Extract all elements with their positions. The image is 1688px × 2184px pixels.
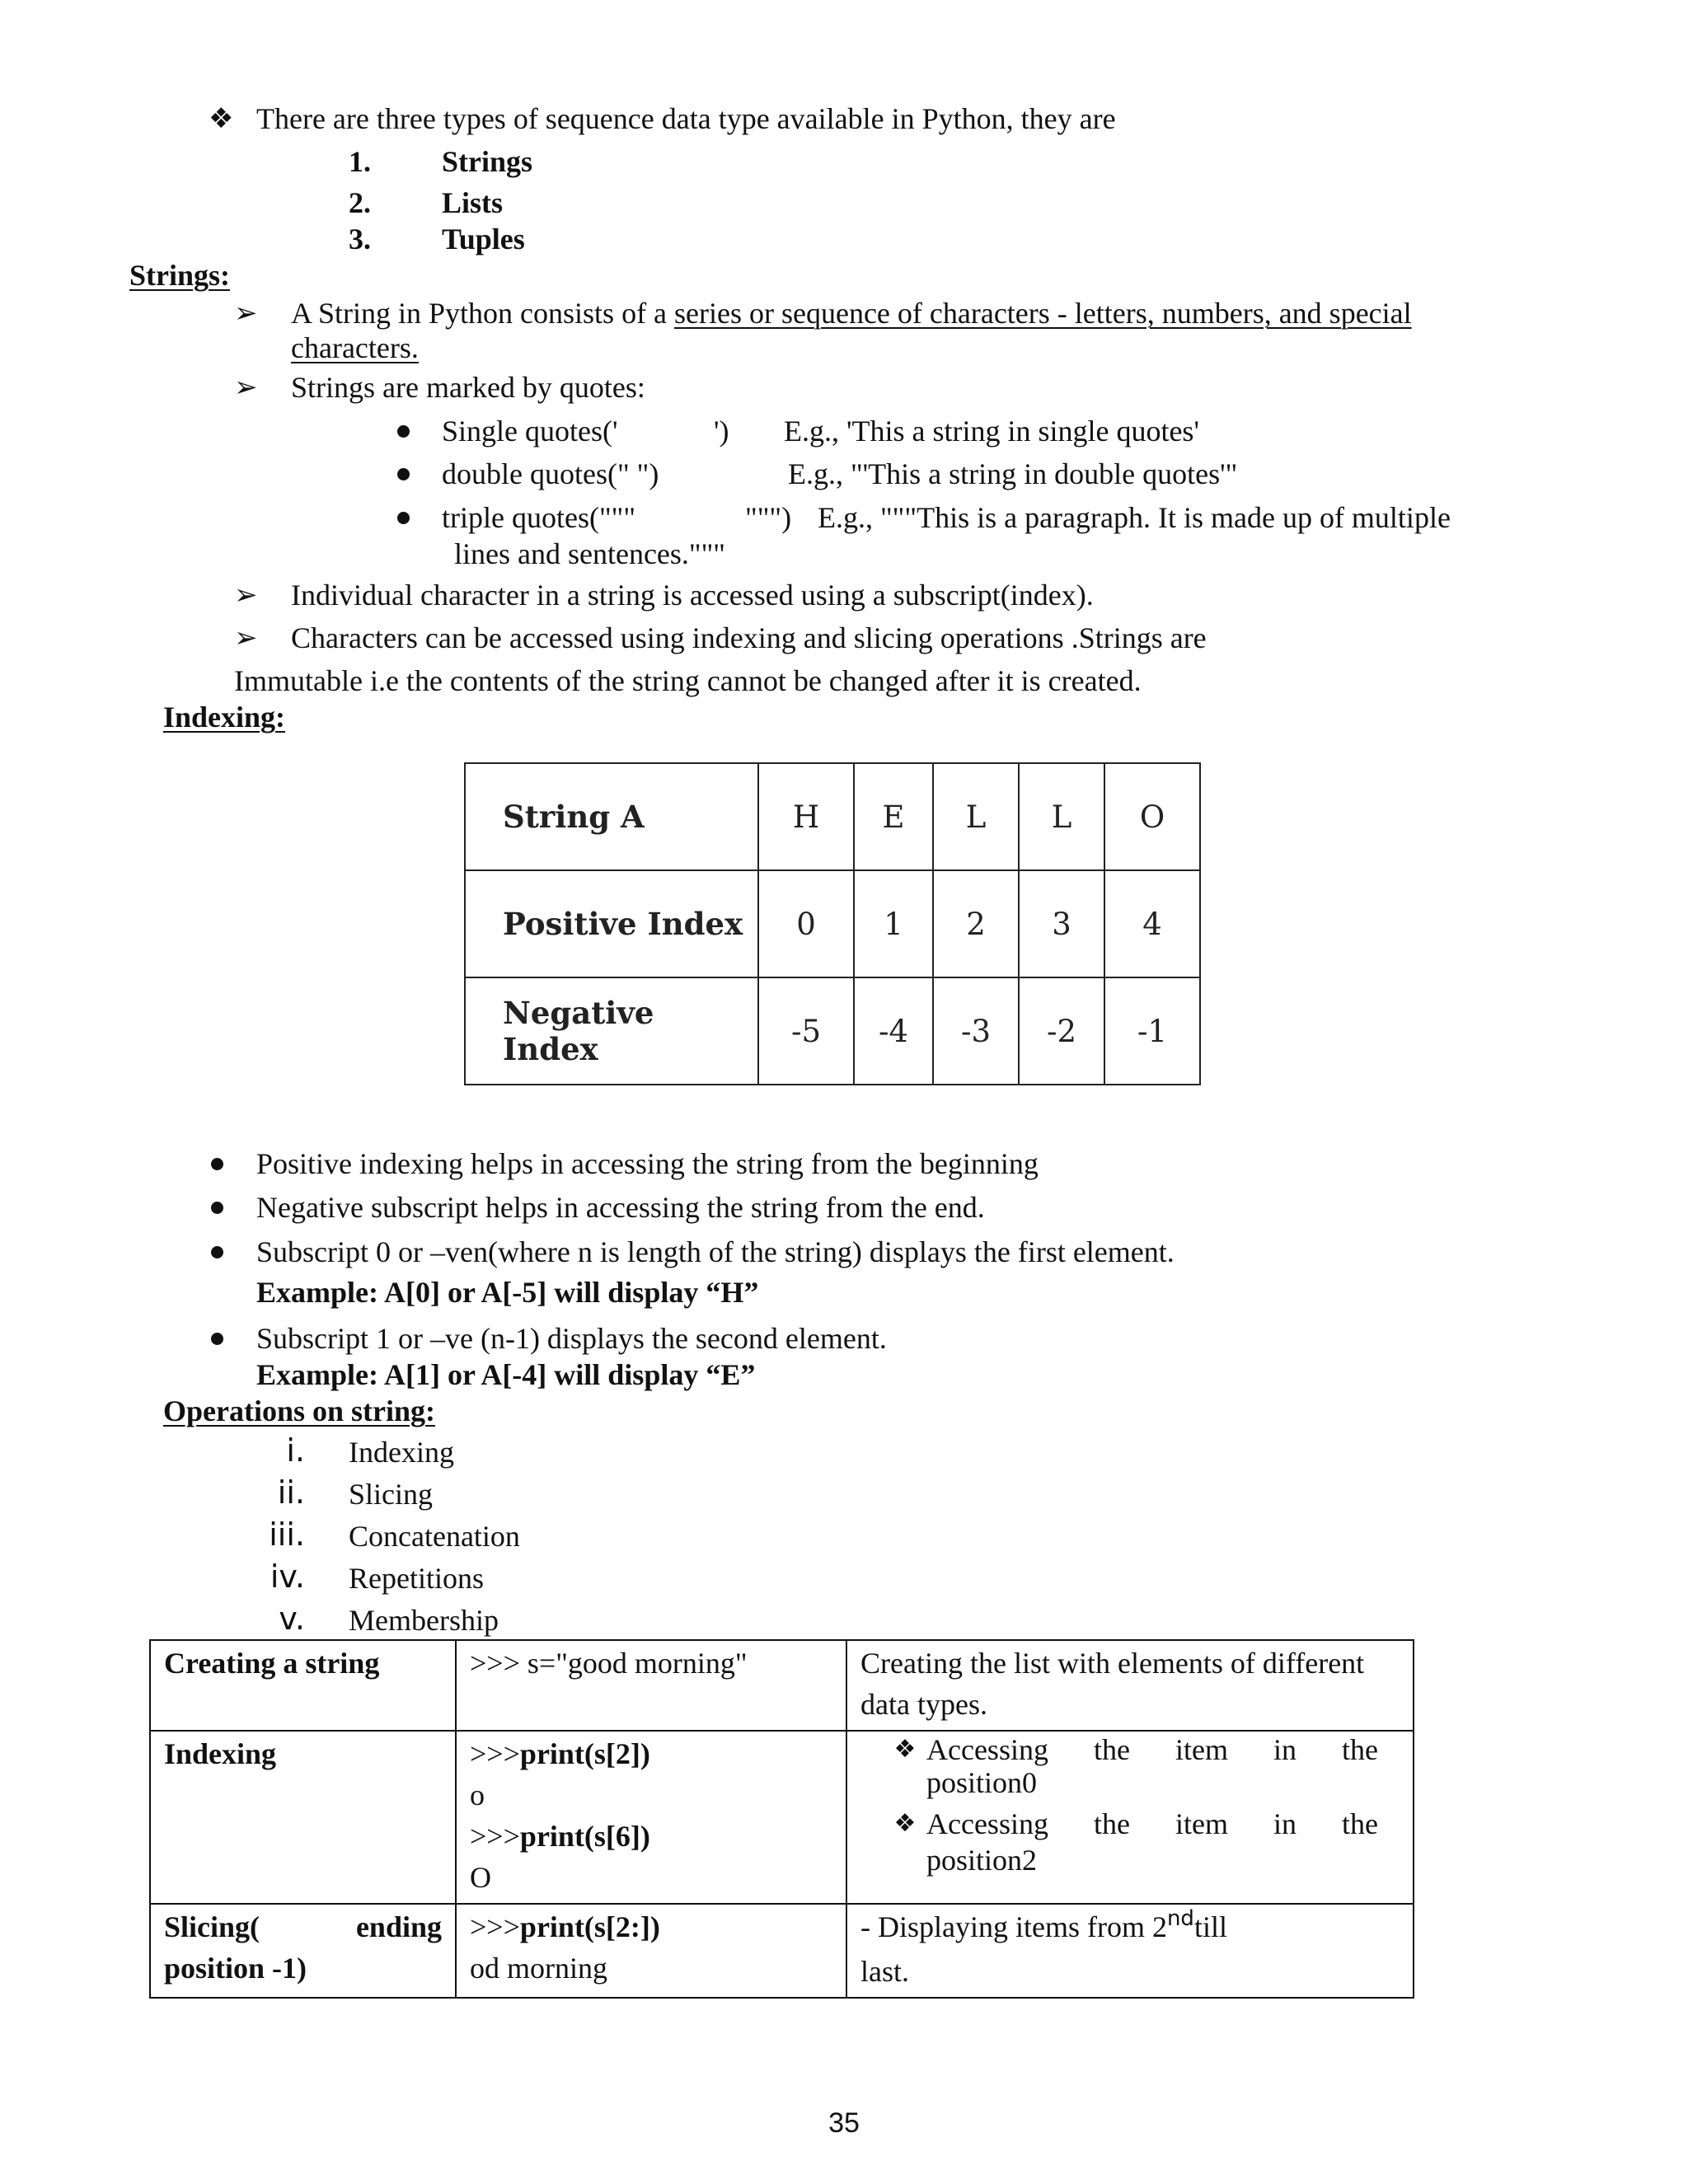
strings-definition-cont: characters. xyxy=(291,331,419,364)
operations-heading: Operations on string: xyxy=(163,1394,436,1427)
word: the xyxy=(1342,1807,1378,1840)
indexing-slicing-note: Characters can be accessed using indexing and slicing operations .Strings are xyxy=(291,621,1207,654)
table-row xyxy=(465,870,1200,977)
row-label: Positive Index xyxy=(465,870,758,977)
strings-definition-text: A String in Python consists of a xyxy=(291,297,675,330)
justified-line xyxy=(926,1733,1378,1766)
word: Accessing xyxy=(926,1807,1048,1840)
page-number: 35 xyxy=(828,2107,860,2139)
operation-membership: Membership xyxy=(349,1604,499,1637)
table-cell: 4 xyxy=(1104,870,1200,977)
list-number: 3. xyxy=(349,223,371,255)
strings-definition-underlined: series or sequence of characters - letters, numbers, and special xyxy=(674,297,1412,330)
table-cell: O xyxy=(1104,763,1200,870)
code: print(s[6]) xyxy=(519,1820,650,1853)
operations-table xyxy=(149,1639,1414,1999)
arrow-bullet-icon: ➢ xyxy=(234,579,258,612)
sub-bullet-text xyxy=(926,1733,1378,1799)
strings-quotes-intro: Strings are marked by quotes: xyxy=(291,371,645,404)
table-cell: L xyxy=(1019,763,1104,870)
roman-numeral: iv. xyxy=(270,1558,305,1595)
roman-numeral: i. xyxy=(286,1432,305,1469)
word: item xyxy=(1175,1733,1228,1766)
bullet-dot-icon xyxy=(397,425,410,438)
desc-line: last. xyxy=(860,1955,909,1988)
table-row xyxy=(150,1904,1414,1998)
code-line xyxy=(470,1733,832,1774)
sub-bullet xyxy=(884,1806,1400,1878)
word: the xyxy=(1093,1807,1130,1840)
word: the xyxy=(1093,1733,1130,1766)
triple-quotes-label: triple quotes(""" xyxy=(442,501,636,534)
list-item-strings: Strings xyxy=(442,145,533,178)
continuation: position0 xyxy=(926,1766,1038,1799)
index-table xyxy=(464,762,1201,1085)
output-line: od morning xyxy=(470,1952,607,1985)
row-key: Indexing xyxy=(150,1731,456,1904)
bullet-dot-icon xyxy=(211,1202,223,1214)
table-cell: 3 xyxy=(1019,870,1104,977)
table-row xyxy=(465,763,1200,870)
word: Slicing( xyxy=(164,1910,260,1943)
text: till xyxy=(1193,1910,1227,1943)
code: print(s[2:]) xyxy=(519,1910,660,1943)
strings-definition xyxy=(291,295,1412,331)
subscript-note: Individual character in a string is accessed using a subscript(index). xyxy=(291,579,1094,612)
prompt: >>> xyxy=(470,1910,520,1943)
justified-line xyxy=(926,1806,1378,1842)
description-cell: Creating the list with elements of different data types. xyxy=(846,1640,1414,1731)
table-cell: L xyxy=(933,763,1019,870)
desc-line xyxy=(860,1906,1400,1951)
key-line xyxy=(164,1906,442,1947)
example-first-element: Example: A[0] or A[-5] will display “H” xyxy=(256,1276,759,1309)
table-cell: 1 xyxy=(854,870,933,977)
table-cell: H xyxy=(758,763,854,870)
single-quotes-example: E.g., 'This a string in single quotes' xyxy=(784,415,1199,448)
bullet-dot-icon xyxy=(397,512,410,524)
strings-heading: Strings: xyxy=(129,259,231,292)
word: in xyxy=(1273,1807,1296,1840)
immutable-note: Immutable i.e the contents of the string cannot be changed after it is created. xyxy=(234,664,1142,697)
roman-numeral: iii. xyxy=(269,1516,305,1553)
single-quotes-label: Single quotes(' xyxy=(442,415,618,448)
list-item-lists: Lists xyxy=(442,186,504,219)
sub-bullet-text xyxy=(926,1806,1378,1878)
list-item-tuples: Tuples xyxy=(442,223,525,255)
superscript: nd xyxy=(1166,1906,1194,1931)
table-cell: -5 xyxy=(758,977,854,1085)
arrow-bullet-icon: ➢ xyxy=(234,371,258,404)
arrow-bullet-icon: ➢ xyxy=(234,621,258,654)
sub-bullet xyxy=(884,1733,1400,1799)
key-line: position -1) xyxy=(164,1952,307,1985)
double-quotes-example: E.g., "'This a string in double quotes'" xyxy=(788,457,1238,490)
table-cell: E xyxy=(854,763,933,870)
operation-indexing: Indexing xyxy=(349,1436,454,1469)
subscript-zero-note: Subscript 0 or –ven(where n is length of the string) displays the first element. xyxy=(256,1235,1175,1268)
arrow-bullet-icon: ➢ xyxy=(234,297,258,330)
description-cell xyxy=(846,1904,1414,1998)
table-cell: 2 xyxy=(933,870,1019,977)
prompt: >>> xyxy=(470,1820,520,1853)
diamond-bullet-icon: ❖ xyxy=(893,1735,917,1764)
text: - Displaying items from 2 xyxy=(860,1910,1167,1943)
table-row xyxy=(150,1731,1414,1904)
output-line: O xyxy=(470,1861,491,1894)
indexing-heading: Indexing: xyxy=(163,701,286,733)
negative-subscript-note: Negative subscript helps in accessing the string from the end. xyxy=(256,1191,985,1224)
code-cell xyxy=(456,1731,846,1904)
triple-quotes-example-cont: lines and sentences.""" xyxy=(454,537,725,570)
prompt: >>> xyxy=(470,1737,520,1770)
word: item xyxy=(1175,1807,1228,1840)
roman-numeral: v. xyxy=(279,1601,305,1637)
table-cell: -4 xyxy=(854,977,933,1085)
single-quotes-close: ') xyxy=(714,415,729,448)
code-line xyxy=(470,1816,832,1857)
code-cell: >>> s="good morning" xyxy=(456,1640,846,1731)
positive-indexing-note: Positive indexing helps in accessing the string from the beginning xyxy=(256,1147,1039,1180)
intro-text: There are three types of sequence data type available in Python, they are xyxy=(256,102,1116,135)
subscript-one-note: Subscript 1 or –ve (n-1) displays the second element. xyxy=(256,1322,887,1355)
word: the xyxy=(1342,1733,1378,1766)
list-number: 1. xyxy=(349,145,371,178)
example-second-element: Example: A[1] or A[-4] will display “E” xyxy=(256,1358,756,1391)
diamond-bullet-icon: ❖ xyxy=(209,102,234,135)
continuation: position2 xyxy=(926,1844,1038,1877)
bullet-dot-icon xyxy=(211,1158,223,1170)
double-quotes-label: double quotes(" ") xyxy=(442,457,659,490)
row-label: String A xyxy=(465,763,758,870)
word: ending xyxy=(355,1910,442,1943)
bullet-dot-icon xyxy=(211,1333,223,1345)
table-row xyxy=(150,1640,1414,1731)
operation-repetitions: Repetitions xyxy=(349,1562,484,1595)
word: Accessing xyxy=(926,1733,1048,1766)
bullet-dot-icon xyxy=(211,1246,223,1258)
output-line: o xyxy=(470,1779,485,1811)
code: print(s[2]) xyxy=(519,1737,650,1770)
triple-quotes-close: """) xyxy=(745,501,792,534)
roman-numeral: ii. xyxy=(277,1474,305,1511)
description-cell xyxy=(846,1731,1414,1904)
triple-quotes-example: E.g., """This is a paragraph. It is made up of multiple xyxy=(818,501,1451,534)
word: in xyxy=(1273,1733,1296,1766)
row-label: Negative Index xyxy=(465,977,758,1085)
table-cell: -3 xyxy=(933,977,1019,1085)
row-key xyxy=(150,1904,456,1998)
row-key: Creating a string xyxy=(150,1640,456,1731)
operation-concatenation: Concatenation xyxy=(349,1520,520,1553)
table-cell: -2 xyxy=(1019,977,1104,1085)
table-row xyxy=(465,977,1200,1085)
code-cell xyxy=(456,1904,846,1998)
bullet-dot-icon xyxy=(397,468,410,480)
table-cell: 0 xyxy=(758,870,854,977)
operation-slicing: Slicing xyxy=(349,1478,434,1511)
code-line xyxy=(470,1906,832,1947)
list-number: 2. xyxy=(349,186,371,219)
diamond-bullet-icon: ❖ xyxy=(893,1809,917,1838)
table-cell: -1 xyxy=(1104,977,1200,1085)
